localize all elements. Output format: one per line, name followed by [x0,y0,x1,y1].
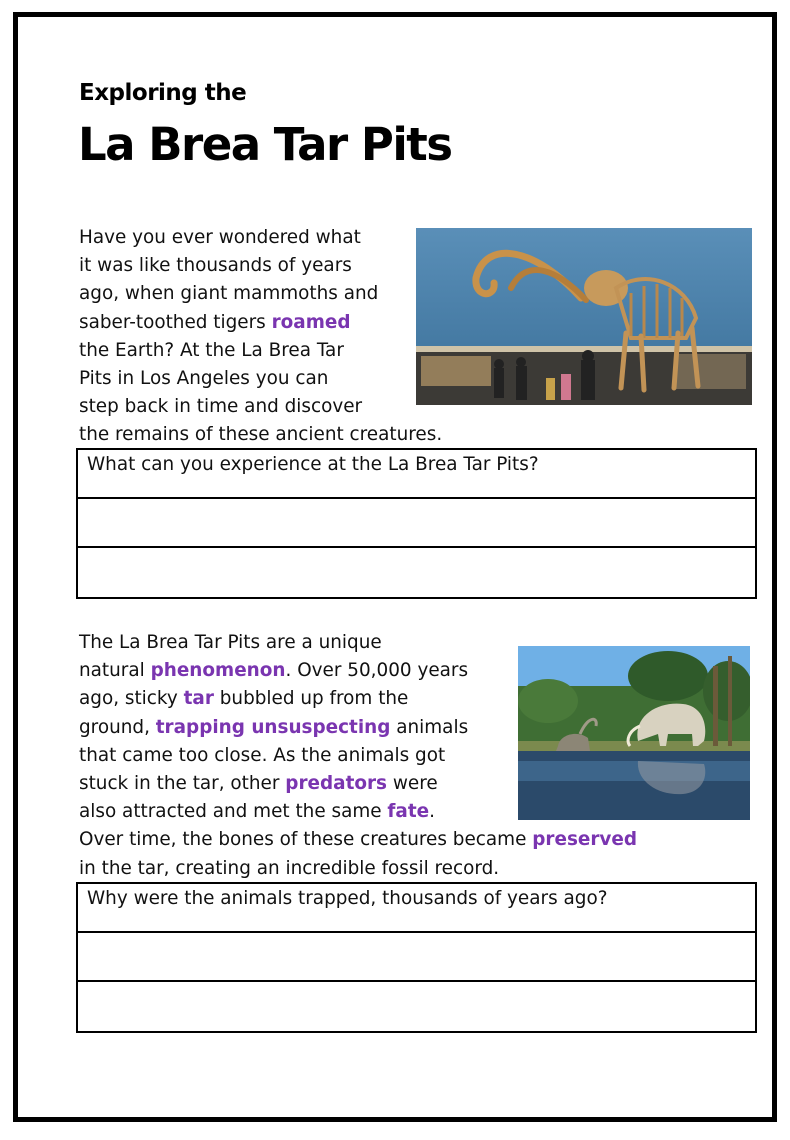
paragraph-text: the Earth? At the La Brea Tar [79,339,344,361]
paragraph-text: ground, [79,716,156,738]
paragraph-text: bubbled up from the [213,688,409,710]
worksheet-subtitle: Exploring the [79,80,247,106]
answer-box-1 [76,448,757,599]
question-2: Why were the animals trapped, thousands of years ago? [87,888,608,909]
vocabulary-word: trapping unsuspecting [155,716,391,738]
paragraph-line [79,421,769,449]
paragraph-line [79,855,769,883]
question-row [78,450,755,499]
paragraph-text: the remains of these ancient creatures. [79,424,443,446]
question-row [78,884,755,933]
vocabulary-word: preserved [532,829,638,851]
paragraph-text: it was like thousands of years [79,255,352,277]
mammoth-skeleton-photo [416,228,752,405]
answer-line[interactable] [78,933,755,982]
paragraph-text: Pits in Los Angeles you can [79,368,329,390]
paragraph-text: step back in time and discover [79,396,363,418]
paragraph-text: ago, sticky [79,688,184,710]
paragraph-text: animals [390,716,469,738]
answer-line[interactable] [78,982,755,1027]
paragraph-text: . [429,801,435,823]
paragraph-text: . Over 50,000 years [285,660,469,682]
paragraph-text: Have you ever wondered what [79,227,361,248]
vocabulary-word: roamed [271,311,351,333]
vocabulary-word: phenomenon [150,660,286,682]
answer-box-2 [76,882,757,1033]
vocabulary-word: predators [285,773,388,795]
vocabulary-word: fate [387,801,430,823]
paragraph-text: also attracted and met the same [79,801,388,823]
answer-line[interactable] [78,548,755,593]
tar-pit-lake-photo [518,646,750,820]
paragraph-line [79,826,769,854]
answer-line[interactable] [78,499,755,548]
worksheet-title: La Brea Tar Pits [78,118,452,171]
paragraph-text: in the tar, creating an incredible fossil record. [79,857,500,879]
paragraph-text: saber-toothed tigers [79,311,272,333]
vocabulary-word: tar [183,688,214,710]
paragraph-text: The La Brea Tar Pits are a unique [79,632,382,653]
paragraph-text: stuck in the tar, other [79,773,286,795]
paragraph-text: Over time, the bones of these creatures became [79,829,533,851]
paragraph-text: that came too close. As the animals got [79,744,446,766]
paragraph-text: were [387,773,438,795]
question-1: What can you experience at the La Brea Tar Pits? [87,454,539,475]
paragraph-text: natural [79,660,151,682]
paragraph-text: ago, when giant mammoths and [79,283,379,305]
